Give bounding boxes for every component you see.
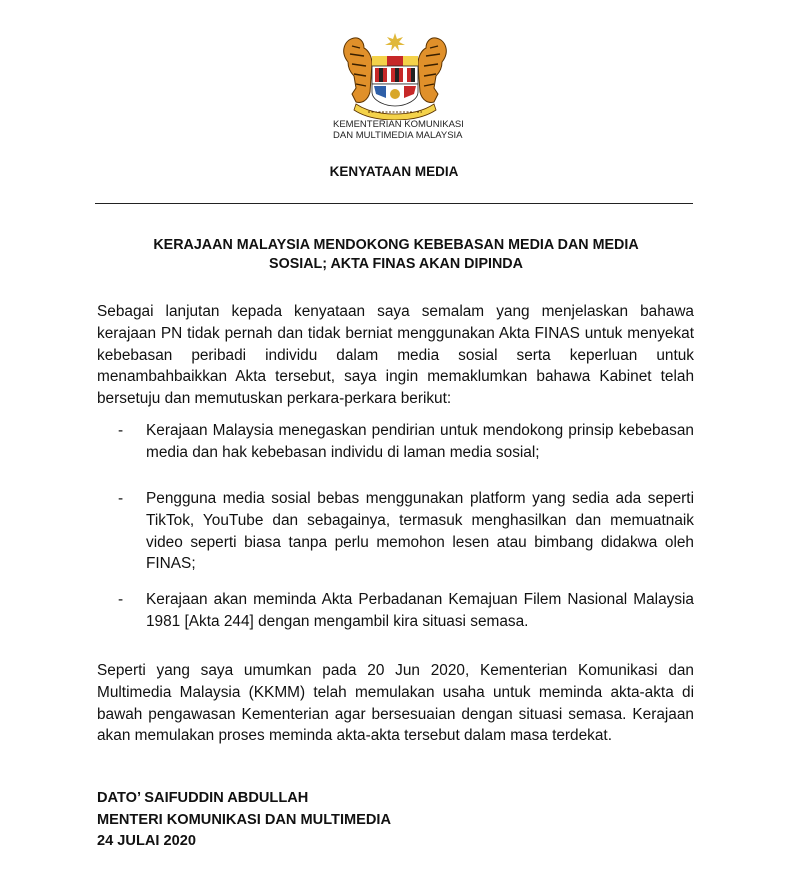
intro-paragraph: Sebagai lanjutan kepada kenyataan saya semalam yang menjelaskan bahawa kerajaan PN tidak pernah dan tidak berniat menggunakan Akta FINAS untuk menyekat kebebasan peribadi individu dalam media sosial serta keperluan untuk menambahbaikkan Akta tersebut, saya ingin memaklumkan bahawa Kabinet telah bersetuju dan memutuskan perkara-perkara berikut: <box>97 303 694 408</box>
signatory-position: MENTERI KOMUNIKASI DAN MULTIMEDIA <box>97 811 392 828</box>
title-line1: KERAJAAN MALAYSIA MENDOKONG KEBEBASAN MEDIA DAN MEDIA <box>153 237 639 253</box>
ministry-name-line2: DAN MULTIMEDIA MALAYSIA <box>333 130 463 141</box>
closing-paragraph: Seperti yang saya umumkan pada 20 Jun 2020, Kementerian Komunikasi dan Multimedia Malaysia (KKMM) telah memulakan usaha untuk meminda akta-akta di bawah pengawasan Kementerian agar bersesuaian dengan situasi semasa. Kerajaan akan memulakan proses meminda akta-akta tersebut dalam masa terdekat. <box>97 662 694 745</box>
bullet-marker: - <box>118 490 124 507</box>
ministry-name <box>333 119 473 141</box>
malaysia-coat-of-arms-icon <box>334 32 456 120</box>
press-release-title <box>0 236 794 274</box>
bullet-text: Pengguna media sosial bebas menggunakan platform yang sedia ada seperti TikTok, YouTube dan sebagainya, termasuk menghasilkan dan memuatnaik video seperti biasa tanpa perlu memohon lesen atau bimbang didakwa oleh FINAS; <box>146 490 694 573</box>
signature-block <box>97 788 391 853</box>
ministry-name-line1: KEMENTERIAN KOMUNIKASI <box>333 119 464 130</box>
document-type-heading: KENYATAAN MEDIA <box>329 164 459 179</box>
bullet-text: Kerajaan Malaysia menegaskan pendirian untuk mendokong prinsip kebebasan media dan hak kebebasan individu di laman media sosial; <box>146 422 694 461</box>
divider-line <box>95 203 693 204</box>
bullet-marker: - <box>118 591 124 608</box>
release-date: 24 JULAI 2020 <box>97 833 196 850</box>
bullet-text: Kerajaan akan meminda Akta Perbadanan Kemajuan Filem Nasional Malaysia 1981 [Akta 244] dengan mengambil kira situasi semasa. <box>146 591 694 630</box>
bullet-marker: - <box>118 422 124 439</box>
title-line2: SOSIAL; AKTA FINAS AKAN DIPINDA <box>269 256 523 272</box>
signatory-name: DATO’ SAIFUDDIN ABDULLAH <box>97 790 309 806</box>
